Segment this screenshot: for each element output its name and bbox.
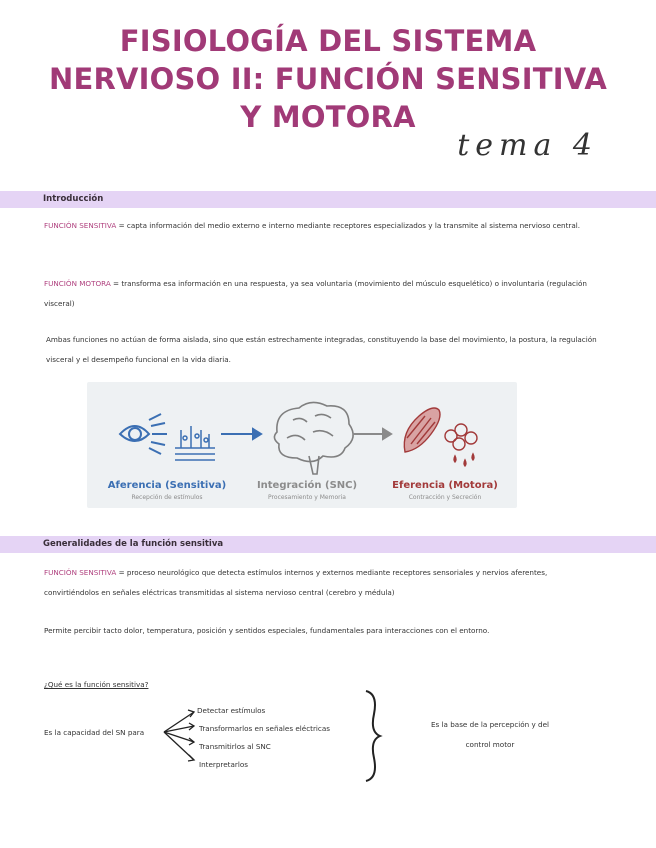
integration-caption: Procesamiento y Memoria (268, 494, 346, 501)
skin-receptor-icon (175, 426, 215, 460)
efferent-caption: Contracción y Secreción (408, 494, 482, 501)
paragraph-text: Permite percibir tacto dolor, temperatura, posición y sentidos especiales, fundamentales para interacciones con el entorno. (44, 626, 490, 635)
branch-arrows-icon (160, 708, 200, 768)
keyword-sensory-function: FUNCIÓN SENSITIVA (44, 221, 117, 230)
sensory-motor-diagram (87, 382, 517, 508)
gland-icon (445, 424, 477, 466)
paragraph-text: = proceso neurológico que detecta estímulos internos y externos mediante receptores sensoriales y nervios aferentes, convirtiéndolos en señales eléctricas transmitidas al sistema nervioso central (cerebro y médula) (44, 568, 548, 597)
paragraph-text: = capta información del medio externo e interno mediante receptores especializados y la transmite al sistema nervioso central. (116, 221, 581, 230)
topic-number: tema 4 (457, 128, 598, 163)
paragraph-integration (46, 330, 601, 370)
section-heading: Introducción (43, 194, 104, 204)
arrow-right-icon (353, 429, 391, 439)
integration-label: Integración (SNC) (256, 480, 358, 491)
conclusion-line-2: control motor (465, 740, 515, 749)
afferent-label: Aferencia (Sensitiva) (107, 480, 227, 491)
question-heading: ¿Qué es la función sensitiva? (44, 680, 149, 689)
brain-icon (274, 402, 353, 474)
page-title-line-3: Y MOTORA (240, 100, 416, 134)
paragraph-sensory-process (44, 563, 604, 603)
definition-lead: Es la capacidad del SN para (44, 728, 145, 737)
section-header-sensory-overview (0, 536, 656, 553)
muscle-icon (404, 408, 440, 452)
list-item: Transformarlos en señales eléctricas (199, 724, 331, 733)
paragraph-text: Ambas funciones no actúan de forma aislada, sino que están estrechamente integradas, constituyendo la base del movimiento, la postura, la regulación visceral y el desempeño funcional en la vida diaria. (46, 335, 597, 364)
conclusion-line-1: Es la base de la percepción y del (430, 720, 550, 729)
eye-icon (120, 414, 167, 454)
page-title-line-2: NERVIOSO II: FUNCIÓN SENSITIVA (48, 62, 608, 96)
keyword-motor-function: FUNCIÓN MOTORA (44, 279, 111, 288)
paragraph-sensory-definition (44, 216, 604, 236)
curly-brace-icon (362, 688, 386, 784)
list-item: Transmitirlos al SNC (199, 742, 271, 751)
list-item: Interpretarlos (199, 760, 248, 769)
efferent-label: Eferencia (Motora) (392, 480, 498, 491)
paragraph-motor-definition (44, 274, 604, 314)
paragraph-perception (44, 621, 604, 641)
section-header-introduction (0, 191, 656, 208)
afferent-caption: Recepción de estímulos (131, 494, 203, 501)
list-item: Detectar estímulos (197, 706, 266, 715)
paragraph-text: = transforma esa información en una respuesta, ya sea voluntaria (movimiento del músculo esquelético) o involuntaria (regulación visceral) (44, 279, 587, 308)
section-heading: Generalidades de la función sensitiva (43, 539, 224, 549)
page-title-line-1: FISIOLOGÍA DEL SISTEMA (119, 24, 537, 58)
keyword-sensory-function: FUNCIÓN SENSITIVA (44, 568, 117, 577)
arrow-right-icon (221, 429, 261, 439)
